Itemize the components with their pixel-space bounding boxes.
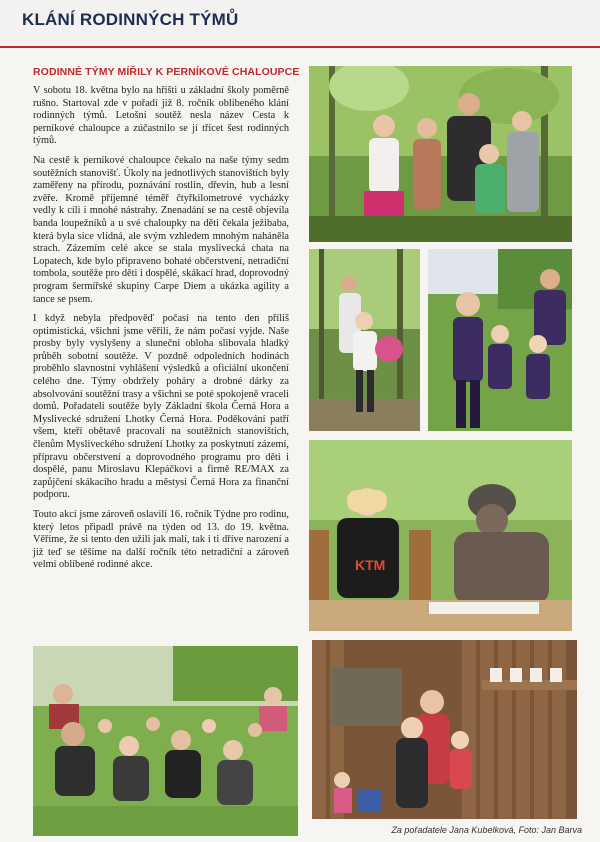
title-rule: [0, 46, 600, 48]
photo-cottage: [312, 640, 577, 819]
article-heading: RODINNÉ TÝMY MÍŘILY K PERNÍKOVÉ CHALOUPCE: [33, 66, 300, 78]
article-paragraph: Na cestě k perníkové chaloupce čekalo na naše týmy sedm soutěžních stanovišť. Úkoly na jednotlivých stanovištích byly zaměřeny na přírodu, poznávání rostlin, dřevin, hub a lesní zvěře. Kromě příjemné téměř čtyřkilometrové vycházky vedly k cíli i mnohé nástrahy. Znenadání se na cestě objevila banda loupežníků a u své chaloupky na děti čekala ježibaba, která byla sice vlídná, ale svým vzhledem mnohým naháněla strach. Zázemím celé akce se stala myslivecká chata na Lopatech, kde bylo připraveno bohaté občerstvení, netradiční tombola, soutěže pro děti i dospělé, skákací hrad, doprovodný program šermířské skupiny Carpe Diem a ukázka agility a tance se psem.: [33, 154, 289, 305]
photo-audience: [33, 646, 298, 836]
article-paragraph: Touto akcí jsme zároveň oslavili 16. ročník Týdne pro rodinu, který letos připadl právě na týden od 13. do 19. května. Věříme, že si tento den užili jak malí, tak i ti dříve narození a již teď se těšíme na další ročník této netradiční a zároveň velmi oblíbené rodinné akce.: [33, 509, 289, 571]
photo-family-group: [309, 66, 572, 242]
photo-team-meadow: [428, 249, 572, 431]
photo-girl-with-toy: [309, 249, 420, 431]
photo-witch-table: [309, 440, 572, 631]
page-title: KLÁNÍ RODINNÝCH TÝMŮ: [22, 10, 239, 29]
svg-text:KTM: KTM: [355, 557, 386, 573]
article-paragraph: V sobotu 18. května bylo na hřišti u základní školy poměrně rušno. Startoval zde v pořadí již 8. ročník oblíbeného klání rodinných týmů. Letošní soutěž nesla název Cesta k perníkové chaloupce a zúčastnilo se jí třicet šest rodinných týmů.: [33, 85, 289, 147]
photo-caption: Za pořadatele Jana Kubelková, Foto: Jan Barva: [391, 825, 582, 835]
article-paragraph: I když nebyla předpověď počasí na tento den příliš optimistická, všichni jsme věřili, že nám počasí vyjde. Naše prosby byly vyslyšeny a sluneční obloha slibovala hladký průběh sobotní soutěže. V pozdně odpoledních hodinách proběhlo slavnostní vyhlášení výsledků a oficiální ukončení celého dne. Týmy obdržely poháry a drobné dárky za absolvování soutěžní trasy a všichni se poté spokojeně vraceli domů. Pořadateli soutěže byly Základní škola Černá Hora a Myslivecké sdružení Lhotky Černá Hora. Poděkování patří všem, kteří obětavě pracovali na soutěžních stanovištích, členům Mysliveckého sdružení Lhotky za poskytnutí zázemí, přípravu občerstvení a doprovodného programu pro děti i dospělé, panu Miroslavu Klepáčkovi a firmě RE/MAX za zapůjčení skákacího hradu a městysi Černá Hora za finanční podporu.: [33, 313, 289, 501]
article-body: [33, 85, 289, 579]
